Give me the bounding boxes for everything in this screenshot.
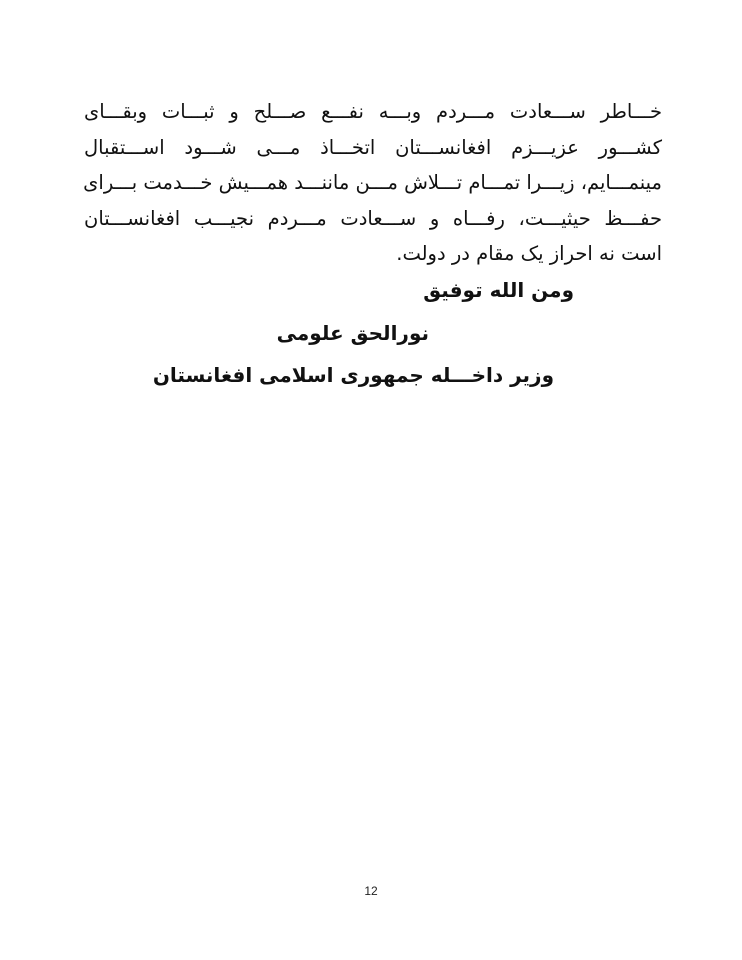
paragraph-line: حفـــظ حیثیـــت، رفـــاه و ســـعادت مـــردم نجیـــب افغانســـتان xyxy=(84,206,662,230)
signatory-title: وزیر داخـــله جمهوری اسلامی افغانستان xyxy=(152,363,554,387)
body-paragraph xyxy=(84,94,662,272)
paragraph-line: مینمـــایم، زیـــرا تمـــام تـــلاش مـــن ماننـــد همـــیش خـــدمت بـــرای xyxy=(83,171,662,194)
page-number: 12 xyxy=(364,884,378,898)
paragraph-line: خـــاطر ســـعادت مـــردم وبـــه نفـــع صـــلح و ثبـــات وبقـــای xyxy=(84,100,662,123)
paragraph-line: است نه احراز یک مقام در دولت. xyxy=(396,242,662,265)
paragraph-line: کشـــور عزیـــزم افغانســـتان اتخـــاذ مـــی شـــود اســـتقبال xyxy=(84,135,662,159)
closing-phrase: ومن الله توفیق xyxy=(423,278,574,302)
signatory-name: نورالحق علومی xyxy=(276,321,429,345)
